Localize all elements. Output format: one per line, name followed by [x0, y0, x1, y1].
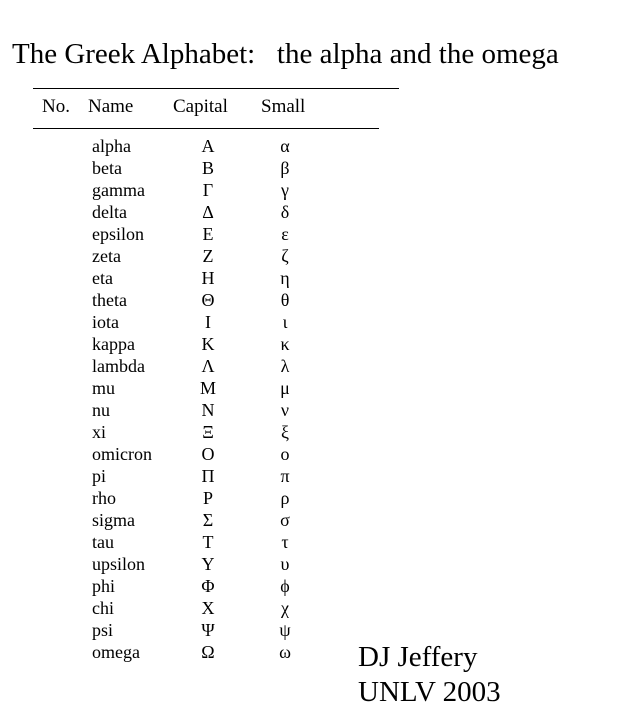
capital-letter: Λ: [201, 356, 215, 376]
page-title: The Greek Alphabet: the alpha and the omega: [12, 38, 559, 70]
small-letter: υ: [280, 554, 290, 574]
small-letter: ι: [282, 312, 288, 332]
small-letter: ρ: [280, 488, 290, 508]
table-row: [0, 511, 420, 533]
table-row: [0, 599, 420, 621]
capital-letter: Ε: [202, 224, 214, 244]
credit-author: DJ Jeffery: [358, 641, 478, 673]
capital-letter: Μ: [199, 378, 216, 398]
table-row: [0, 489, 420, 511]
capital-letter: Ο: [201, 444, 215, 464]
small-letter: ϕ: [280, 576, 290, 596]
small-letter: θ: [280, 290, 290, 310]
letter-name: sigma: [92, 510, 135, 530]
header-rule: [33, 128, 379, 129]
letter-name: xi: [92, 422, 107, 442]
table-row: [0, 643, 420, 665]
table-row: [0, 291, 420, 313]
small-letter: ζ: [281, 246, 289, 266]
capital-letter: Χ: [201, 598, 215, 618]
small-letter: ξ: [280, 422, 290, 442]
letter-name: zeta: [92, 246, 121, 266]
letter-name: tau: [92, 532, 114, 552]
table-row: [0, 225, 420, 247]
letter-name: phi: [92, 576, 116, 596]
letter-name: rho: [92, 488, 116, 508]
table-row: [0, 203, 420, 225]
letter-name: lambda: [92, 356, 145, 376]
capital-letter: Ι: [205, 312, 211, 332]
capital-letter: Ψ: [201, 620, 215, 640]
letter-name: omega: [92, 642, 140, 662]
table-row: [0, 269, 420, 291]
capital-letter: Π: [201, 466, 215, 486]
top-rule: [33, 88, 399, 89]
letter-name: psi: [92, 620, 114, 640]
table-row: [0, 379, 420, 401]
capital-letter: Θ: [201, 290, 215, 310]
capital-letter: Τ: [202, 532, 214, 552]
small-letter: α: [280, 136, 290, 156]
capital-letter: Η: [201, 268, 215, 288]
capital-letter: Ξ: [202, 422, 214, 442]
table-row: [0, 467, 420, 489]
letter-name: alpha: [92, 136, 131, 156]
letter-name: epsilon: [92, 224, 144, 244]
small-letter: σ: [280, 510, 290, 530]
table-row: [0, 247, 420, 269]
table-row: [0, 423, 420, 445]
capital-letter: Ν: [201, 400, 215, 420]
table-row: [0, 401, 420, 423]
small-letter: ε: [281, 224, 289, 244]
capital-letter: Φ: [201, 576, 215, 596]
header-name: Name: [88, 96, 134, 117]
letter-name: omicron: [92, 444, 152, 464]
small-letter: μ: [280, 378, 290, 398]
capital-letter: Γ: [202, 180, 214, 200]
letter-name: eta: [92, 268, 113, 288]
small-letter: ο: [280, 444, 290, 464]
small-letter: β: [280, 158, 290, 178]
small-letter: κ: [280, 334, 290, 354]
small-letter: ω: [279, 642, 291, 662]
letter-name: beta: [92, 158, 122, 178]
letter-name: kappa: [92, 334, 135, 354]
table-row: [0, 159, 420, 181]
letter-name: delta: [92, 202, 127, 222]
capital-letter: Ζ: [202, 246, 214, 266]
small-letter: ψ: [279, 620, 291, 640]
letter-name: theta: [92, 290, 127, 310]
table-row: [0, 577, 420, 599]
header-no: No.: [42, 96, 70, 117]
small-letter: ν: [280, 400, 290, 420]
table-row: [0, 445, 420, 467]
small-letter: τ: [281, 532, 289, 552]
credit-affiliation: UNLV 2003: [358, 676, 501, 708]
letter-name: pi: [92, 466, 107, 486]
letter-name: mu: [92, 378, 116, 398]
table-row: [0, 137, 420, 159]
capital-letter: Ρ: [202, 488, 213, 508]
capital-letter: Υ: [201, 554, 215, 574]
small-letter: η: [280, 268, 290, 288]
small-letter: δ: [280, 202, 290, 222]
table-row: [0, 533, 420, 555]
letter-name: upsilon: [92, 554, 146, 574]
capital-letter: Α: [201, 136, 215, 156]
table-row: [0, 181, 420, 203]
capital-letter: Δ: [202, 202, 214, 222]
small-letter: π: [280, 466, 290, 486]
letter-name: gamma: [92, 180, 145, 200]
capital-letter: Κ: [201, 334, 215, 354]
table-row: [0, 335, 420, 357]
letter-name: nu: [92, 400, 110, 420]
capital-letter: Ω: [201, 642, 215, 662]
table-row: [0, 621, 420, 643]
small-letter: γ: [281, 180, 289, 200]
table-row: [0, 357, 420, 379]
small-letter: λ: [280, 356, 290, 376]
capital-letter: Σ: [202, 510, 214, 530]
small-letter: χ: [281, 598, 289, 618]
letter-name: iota: [92, 312, 119, 332]
table-row: [0, 555, 420, 577]
header-small: Small: [261, 96, 306, 117]
header-capital: Capital: [173, 96, 228, 117]
letter-name: chi: [92, 598, 114, 618]
table-row: [0, 313, 420, 335]
capital-letter: Β: [201, 158, 214, 178]
